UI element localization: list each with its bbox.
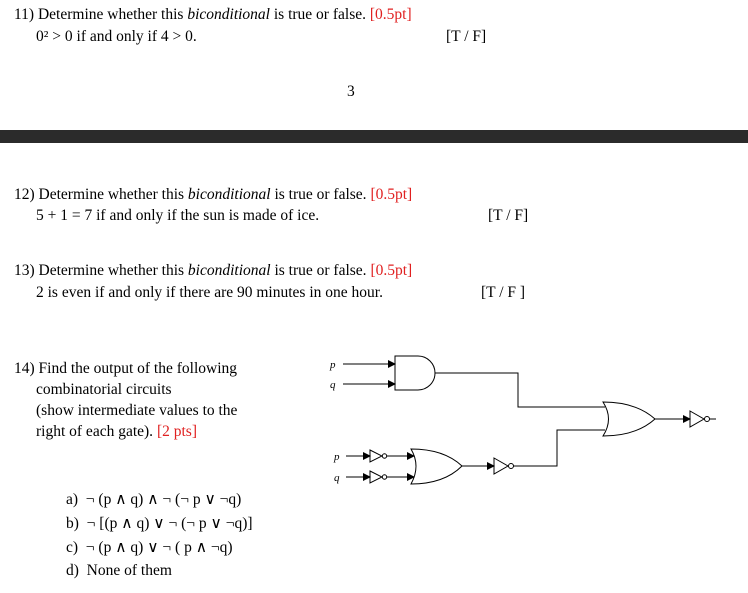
or-gate bbox=[603, 402, 655, 436]
q14-text-line4: right of each gate). bbox=[36, 423, 154, 440]
q13-answer[interactable]: [T / F ] bbox=[481, 284, 526, 301]
not-gate-final-bubble bbox=[705, 417, 710, 422]
q12-text-italic: biconditional bbox=[187, 186, 271, 203]
q11-number: 11) bbox=[14, 6, 35, 23]
q12-answer[interactable]: [T / F] bbox=[488, 207, 529, 224]
not-gate-q-bubble bbox=[382, 475, 386, 479]
wire-not-bottom-out bbox=[513, 430, 605, 466]
q14-line2: combinatorial circuits bbox=[36, 381, 172, 398]
option-c-text: ¬ (p ∧ q) ∨ ¬ ( p ∧ ¬q) bbox=[85, 539, 233, 556]
q12-points: [0.5pt] bbox=[370, 186, 413, 203]
not-gate-bottom-bubble bbox=[509, 464, 514, 469]
not-gate-p bbox=[370, 450, 382, 462]
not-gate-q bbox=[370, 471, 382, 483]
option-a-text: ¬ (p ∧ q) ∧ ¬ (¬ p ∨ ¬q) bbox=[85, 491, 242, 508]
input-q-bottom: q bbox=[334, 472, 340, 484]
option-d-letter: d) bbox=[66, 562, 79, 579]
not-gate-bottom bbox=[494, 458, 508, 474]
q14-number: 14) bbox=[14, 360, 35, 377]
q14-points: [2 pts] bbox=[156, 423, 197, 440]
option-d-text: None of them bbox=[86, 562, 172, 579]
q12-statement: 5 + 1 = 7 if and only if the sun is made of ice. bbox=[36, 207, 320, 224]
q11-statement: 0² > 0 if and only if 4 > 0. bbox=[36, 28, 197, 45]
q11-text-italic: biconditional bbox=[187, 6, 270, 23]
option-b-text: ¬ [(p ∧ q) ∨ ¬ (¬ p ∨ ¬q)] bbox=[86, 515, 253, 532]
q13-points: [0.5pt] bbox=[370, 262, 413, 279]
input-p-top: p bbox=[330, 359, 336, 371]
input-q-top: q bbox=[330, 379, 336, 391]
option-a-letter: a) bbox=[66, 491, 79, 508]
q13-text-post: is true or false. bbox=[270, 262, 367, 279]
q12-text-pre: Determine whether this bbox=[38, 186, 188, 203]
q14-line3: (show intermediate values to the bbox=[36, 402, 238, 419]
not-gate-p-bubble bbox=[382, 454, 386, 458]
page-number: 3 bbox=[347, 83, 355, 100]
q11-answer[interactable]: [T / F] bbox=[446, 28, 487, 45]
q13-text-italic: biconditional bbox=[187, 262, 271, 279]
q13-statement: 2 is even if and only if there are 90 minutes in one hour. bbox=[36, 284, 383, 301]
q13-text-pre: Determine whether this bbox=[38, 262, 188, 279]
or-gate-bottom bbox=[411, 449, 462, 484]
and-gate-top bbox=[395, 356, 435, 390]
option-b-letter: b) bbox=[66, 515, 79, 532]
q14-text-line1: Find the output of the following bbox=[38, 360, 238, 377]
q12-number: 12) bbox=[14, 186, 35, 203]
q11-text-pre: Determine whether this bbox=[37, 6, 188, 23]
input-p-bottom: p bbox=[334, 451, 340, 463]
q13-number: 13) bbox=[14, 262, 35, 279]
option-c-letter: c) bbox=[66, 539, 79, 556]
wire-and-top-out bbox=[435, 373, 605, 407]
q12-text-post: is true or false. bbox=[270, 186, 367, 203]
q11-text-post: is true or false. bbox=[270, 6, 366, 23]
q11-points: [0.5pt] bbox=[369, 6, 412, 23]
not-gate-final bbox=[690, 411, 704, 427]
